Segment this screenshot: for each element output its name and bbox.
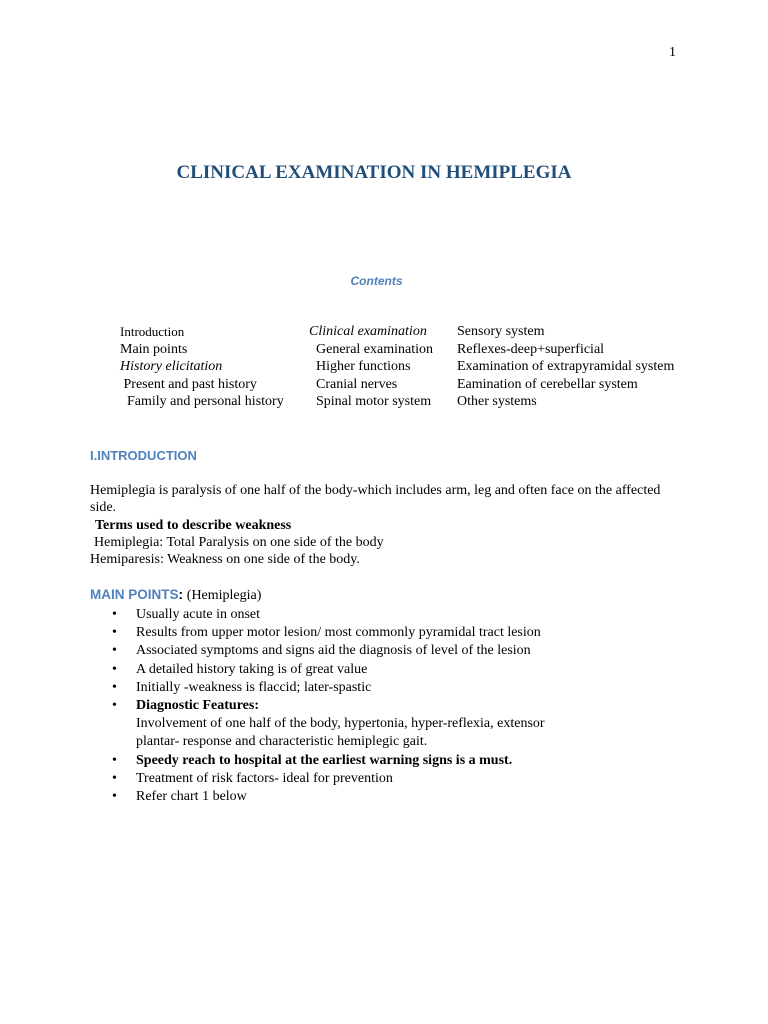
toc-item-general-examination: General examination bbox=[309, 341, 434, 357]
toc-item-family-personal-history: Family and personal history bbox=[120, 394, 284, 409]
list-item: • Refer chart 1 below bbox=[112, 788, 712, 806]
list-item: • Associated symptoms and signs aid the diagnosis of level of the lesion bbox=[112, 642, 712, 660]
bullet-icon: • bbox=[112, 607, 117, 622]
toc-item-main-points: Main points bbox=[120, 341, 188, 357]
document-title: CLINICAL EXAMINATION IN HEMIPLEGIA bbox=[176, 162, 572, 183]
toc-item-present-past-history: Present and past history bbox=[120, 376, 257, 392]
toc-item-reflexes: Reflexes-deep+superficial bbox=[457, 341, 605, 357]
diagnostic-features-text: Involvement of one half of the body, hypertonia, hyper-reflexia, extensor plantar- response and characteristic hemiplegic gait. bbox=[136, 716, 545, 750]
bullet-icon: • bbox=[112, 770, 117, 786]
contents-heading: Contents bbox=[350, 274, 403, 288]
list-item: • Initially -weakness is flaccid; later-spastic bbox=[112, 679, 712, 697]
toc-item-history-elicitation: History elicitation bbox=[120, 359, 223, 374]
term-hemiplegia: Hemiplegia: Total Paralysis on one side of the body bbox=[94, 534, 384, 550]
introduction-heading: I.INTRODUCTION bbox=[90, 448, 197, 463]
bullet-icon: • bbox=[112, 698, 117, 714]
toc-item-spinal-motor-system: Spinal motor system bbox=[309, 394, 432, 409]
toc-item-cerebellar: Eamination of cerebellar system bbox=[457, 376, 638, 392]
main-points-colon: : bbox=[178, 587, 184, 602]
list-item: • Usually acute in onset bbox=[112, 606, 712, 624]
toc-item-extrapyramidal: Examination of extrapyramidal system bbox=[457, 359, 675, 374]
main-points-subtitle: (Hemiplegia) bbox=[186, 588, 262, 603]
toc-column-3 bbox=[457, 323, 674, 411]
toc-item-other-systems: Other systems bbox=[457, 394, 537, 409]
introduction-paragraph: Hemiplegia is paralysis of one half of the body-which includes arm, leg and often face on the affected side. bbox=[90, 483, 661, 516]
toc-item-sensory-system: Sensory system bbox=[457, 324, 545, 339]
list-item: • Speedy reach to hospital at the earliest warning signs is a must. bbox=[112, 752, 712, 770]
toc-item-cranial-nerves: Cranial nerves bbox=[309, 376, 398, 392]
term-hemiparesis: Hemiparesis: Weakness on one side of the body. bbox=[90, 552, 360, 568]
introduction-body bbox=[90, 482, 670, 568]
bullet-icon: • bbox=[112, 625, 117, 641]
list-item: • A detailed history taking is of great value bbox=[112, 661, 712, 679]
toc-item-clinical-examination: Clinical examination bbox=[309, 324, 427, 339]
toc-item-higher-functions: Higher functions bbox=[309, 359, 411, 374]
main-points-list bbox=[112, 606, 712, 806]
bullet-icon: • bbox=[112, 661, 117, 677]
toc-item-introduction: Introduction bbox=[120, 324, 185, 339]
bullet-icon: • bbox=[112, 789, 117, 805]
main-points-heading bbox=[90, 587, 261, 604]
list-item: • Treatment of risk factors- ideal for prevention bbox=[112, 770, 712, 788]
main-points-title: MAIN POINTS bbox=[90, 587, 179, 602]
bullet-icon: • bbox=[112, 643, 117, 659]
bullet-icon: • bbox=[112, 679, 117, 695]
list-item: • Diagnostic Features: Involvement of one half of the body, hypertonia, hyper-reflexia, extensor plantar- response and characteristic hemiplegic gait. bbox=[112, 697, 712, 752]
bullet-icon: • bbox=[112, 752, 117, 768]
toc-column-2 bbox=[309, 323, 433, 411]
toc-column-1 bbox=[120, 323, 284, 411]
page-number: 1 bbox=[669, 45, 676, 60]
list-item: • Results from upper motor lesion/ most commonly pyramidal tract lesion bbox=[112, 624, 712, 642]
terms-heading: Terms used to describe weakness bbox=[95, 517, 292, 533]
